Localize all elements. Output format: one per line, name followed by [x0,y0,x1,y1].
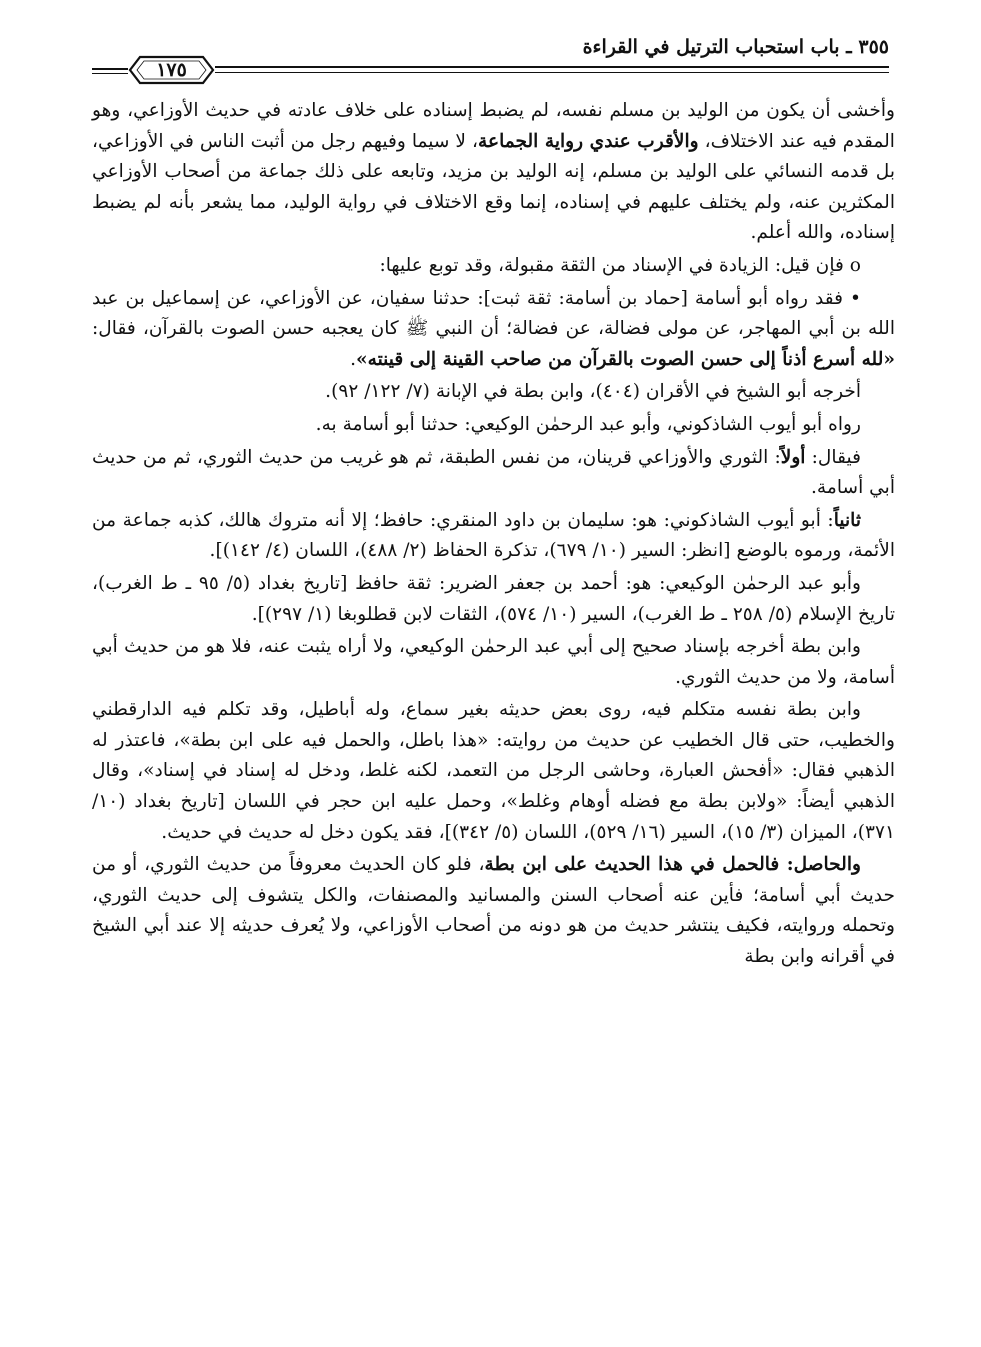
header-rule-thin [215,72,889,73]
page-number-badge [128,55,215,85]
paragraph-text: رواه أبو أيوب الشاذكوني، وأبو عبد الرحمٰن الوكيعي: حدثنا أبو أسامة به. [315,413,861,435]
header-rule-left [92,68,128,70]
paragraph-text: وأبو عبد الرحمٰن الوكيعي: هو: أحمد بن جعفر الضرير: ثقة حافظ [تاريخ بغداد (٥/ ٩٥ ـ ط الغرب)، تاريخ الإسلام (٥/ ٢٥٨ ـ ط الغرب)، السير (١٠/ ٥٧٤)، الثقات لابن قطلوبغا (١/ ٢٩٧)]. [92,572,895,625]
paragraph-p9 [92,632,895,693]
body-text [92,96,895,975]
paragraph-p2 [92,251,895,282]
paragraph-text: ، لا سيما وفيهم رجل من أثبت الناس في الأوزاعي، بل قدمه النسائي على الوليد بن مسلم، إنه الوليد بن مزيد، وتابعه على ذلك جماعة من أصحاب الأوزاعي المكثرين عنه، ولم يختلف عليهم في إسناده، إنما وقع الاختلاف في رواية الوليد، مما يشعر بأنه لم يضبط إسناده، والله أعلم. [92,130,895,244]
paragraph-p1 [92,96,895,249]
bold-text: ثانياً [833,509,861,531]
paragraph-text: : الثوري والأوزاعي قرينان، من نفس الطبقة، ثم هو غريب من حديث الثوري، ثم من حديث أبي أسامة. [92,446,895,499]
paragraph-p5 [92,410,895,441]
running-title: ٣٥٥ ـ باب استحباب الترتيل في القراءة [582,36,889,58]
bold-text: والحاصل: فالحمل في هذا الحديث على ابن بطة [484,854,861,876]
paragraph-text: وابن بطة نفسه متكلم فيه، روى بعض حديثه بغير سماع، وله أباطيل، وقد تكلم فيه الدارقطني والخطيب، حتى قال الخطيب عن حديث من روايته: «هذا باطل، والحمل فيه على ابن بطة»، فاعتذر له الذهبي فقال: «أفحش العبارة، وحاشى الرجل من التعمد، لكنه غلط، ودخل له إسناد في إسناد»، وقال الذهبي أيضاً: «ولابن بطة مع فضله أوهام وغلط»، وحمل عليه ابن حجر في اللسان [تاريخ بغداد (١٠/ ٣٧١)، الميزان (٣/ ١٥)، السير (١٦/ ٥٢٩)، اللسان (٥/ ٣٤٢)]، فقد يكون دخل له حديث في حديث. [92,699,895,843]
paragraph-p4 [92,377,895,408]
bold-text: «لله أسرع أذناً إلى حسن الصوت بالقرآن من صاحب القينة إلى قينته» [355,348,895,370]
paragraph-p10 [92,695,895,848]
paragraph-text: . [350,348,356,370]
paragraph-text: وابن بطة أخرجه بإسناد صحيح إلى أبي عبد الرحمٰن الوكيعي، ولا أراه يثبت عنه، فلا هو من حديث أبي أسامة، ولا من حديث الثوري. [92,636,895,688]
page-number: ١٧٥ [156,59,187,81]
paragraph-p6 [92,443,895,504]
paragraph-text: ، فلو كان الحديث معروفاً من حديث الثوري، أو من حديث أبي أسامة؛ فأين عنه أصحاب السنن والمسانيد والمصنفات، والكل يتشوف إلى حديث الثوري، وتحمله وروايته، فكيف ينتشر حديث من هو دونه من أصحاب الأوزاعي، ولا يُعرف حديثه إلا عند أبي الشيخ في أقرانه وابن بطة [92,854,895,968]
bold-text: أولاً [780,446,806,468]
paragraph-text: o فإن قيل: الزيادة في الإسناد من الثقة مقبولة، وقد توبع عليها: [379,254,861,276]
bold-text: والأقرب عندي رواية الجماعة [478,130,699,152]
paragraph-p11 [92,850,895,972]
paragraph-text: أخرجه أبو الشيخ في الأقران (٤٠٤)، وابن بطة في الإبانة (٧/ ١٢٢/ ٩٢). [325,381,861,403]
paragraph-text: • فقد رواه أبو أسامة [حماد بن أسامة: ثقة ثبت]: حدثنا سفيان، عن الأوزاعي، عن إسماعيل بن عبد الله بن أبي المهاجر، عن مولى فضالة، عن فضالة؛ أن النبي ﷺ كان يعجبه حسن الصوت بالقرآن، فقال: [92,287,895,340]
paragraph-p3 [92,284,895,376]
paragraph-p7 [92,506,895,567]
paragraph-p8 [92,569,895,630]
paragraph-text: : أبو أيوب الشاذكوني: هو: سليمان بن داود المنقري: حافظ؛ إلا أنه متروك هالك، كذبه جماعة من الأئمة، ورموه بالوضع [انظر: السير (١٠/ ٦٧٩)، تذكرة الحفاظ (٢/ ٤٨٨)، اللسان (٤/ ١٤٢)]. [92,509,895,562]
paragraph-text: فيقال: [805,446,861,468]
header-rule-left-thin [92,73,128,74]
paragraph-text: وأخشى أن يكون من الوليد بن مسلم نفسه، لم يضبط إسناده على خلاف عادته في حديث الأوزاعي، وهو المقدم فيه عند الاختلاف، [92,100,895,152]
header-rule-thick [215,66,889,68]
